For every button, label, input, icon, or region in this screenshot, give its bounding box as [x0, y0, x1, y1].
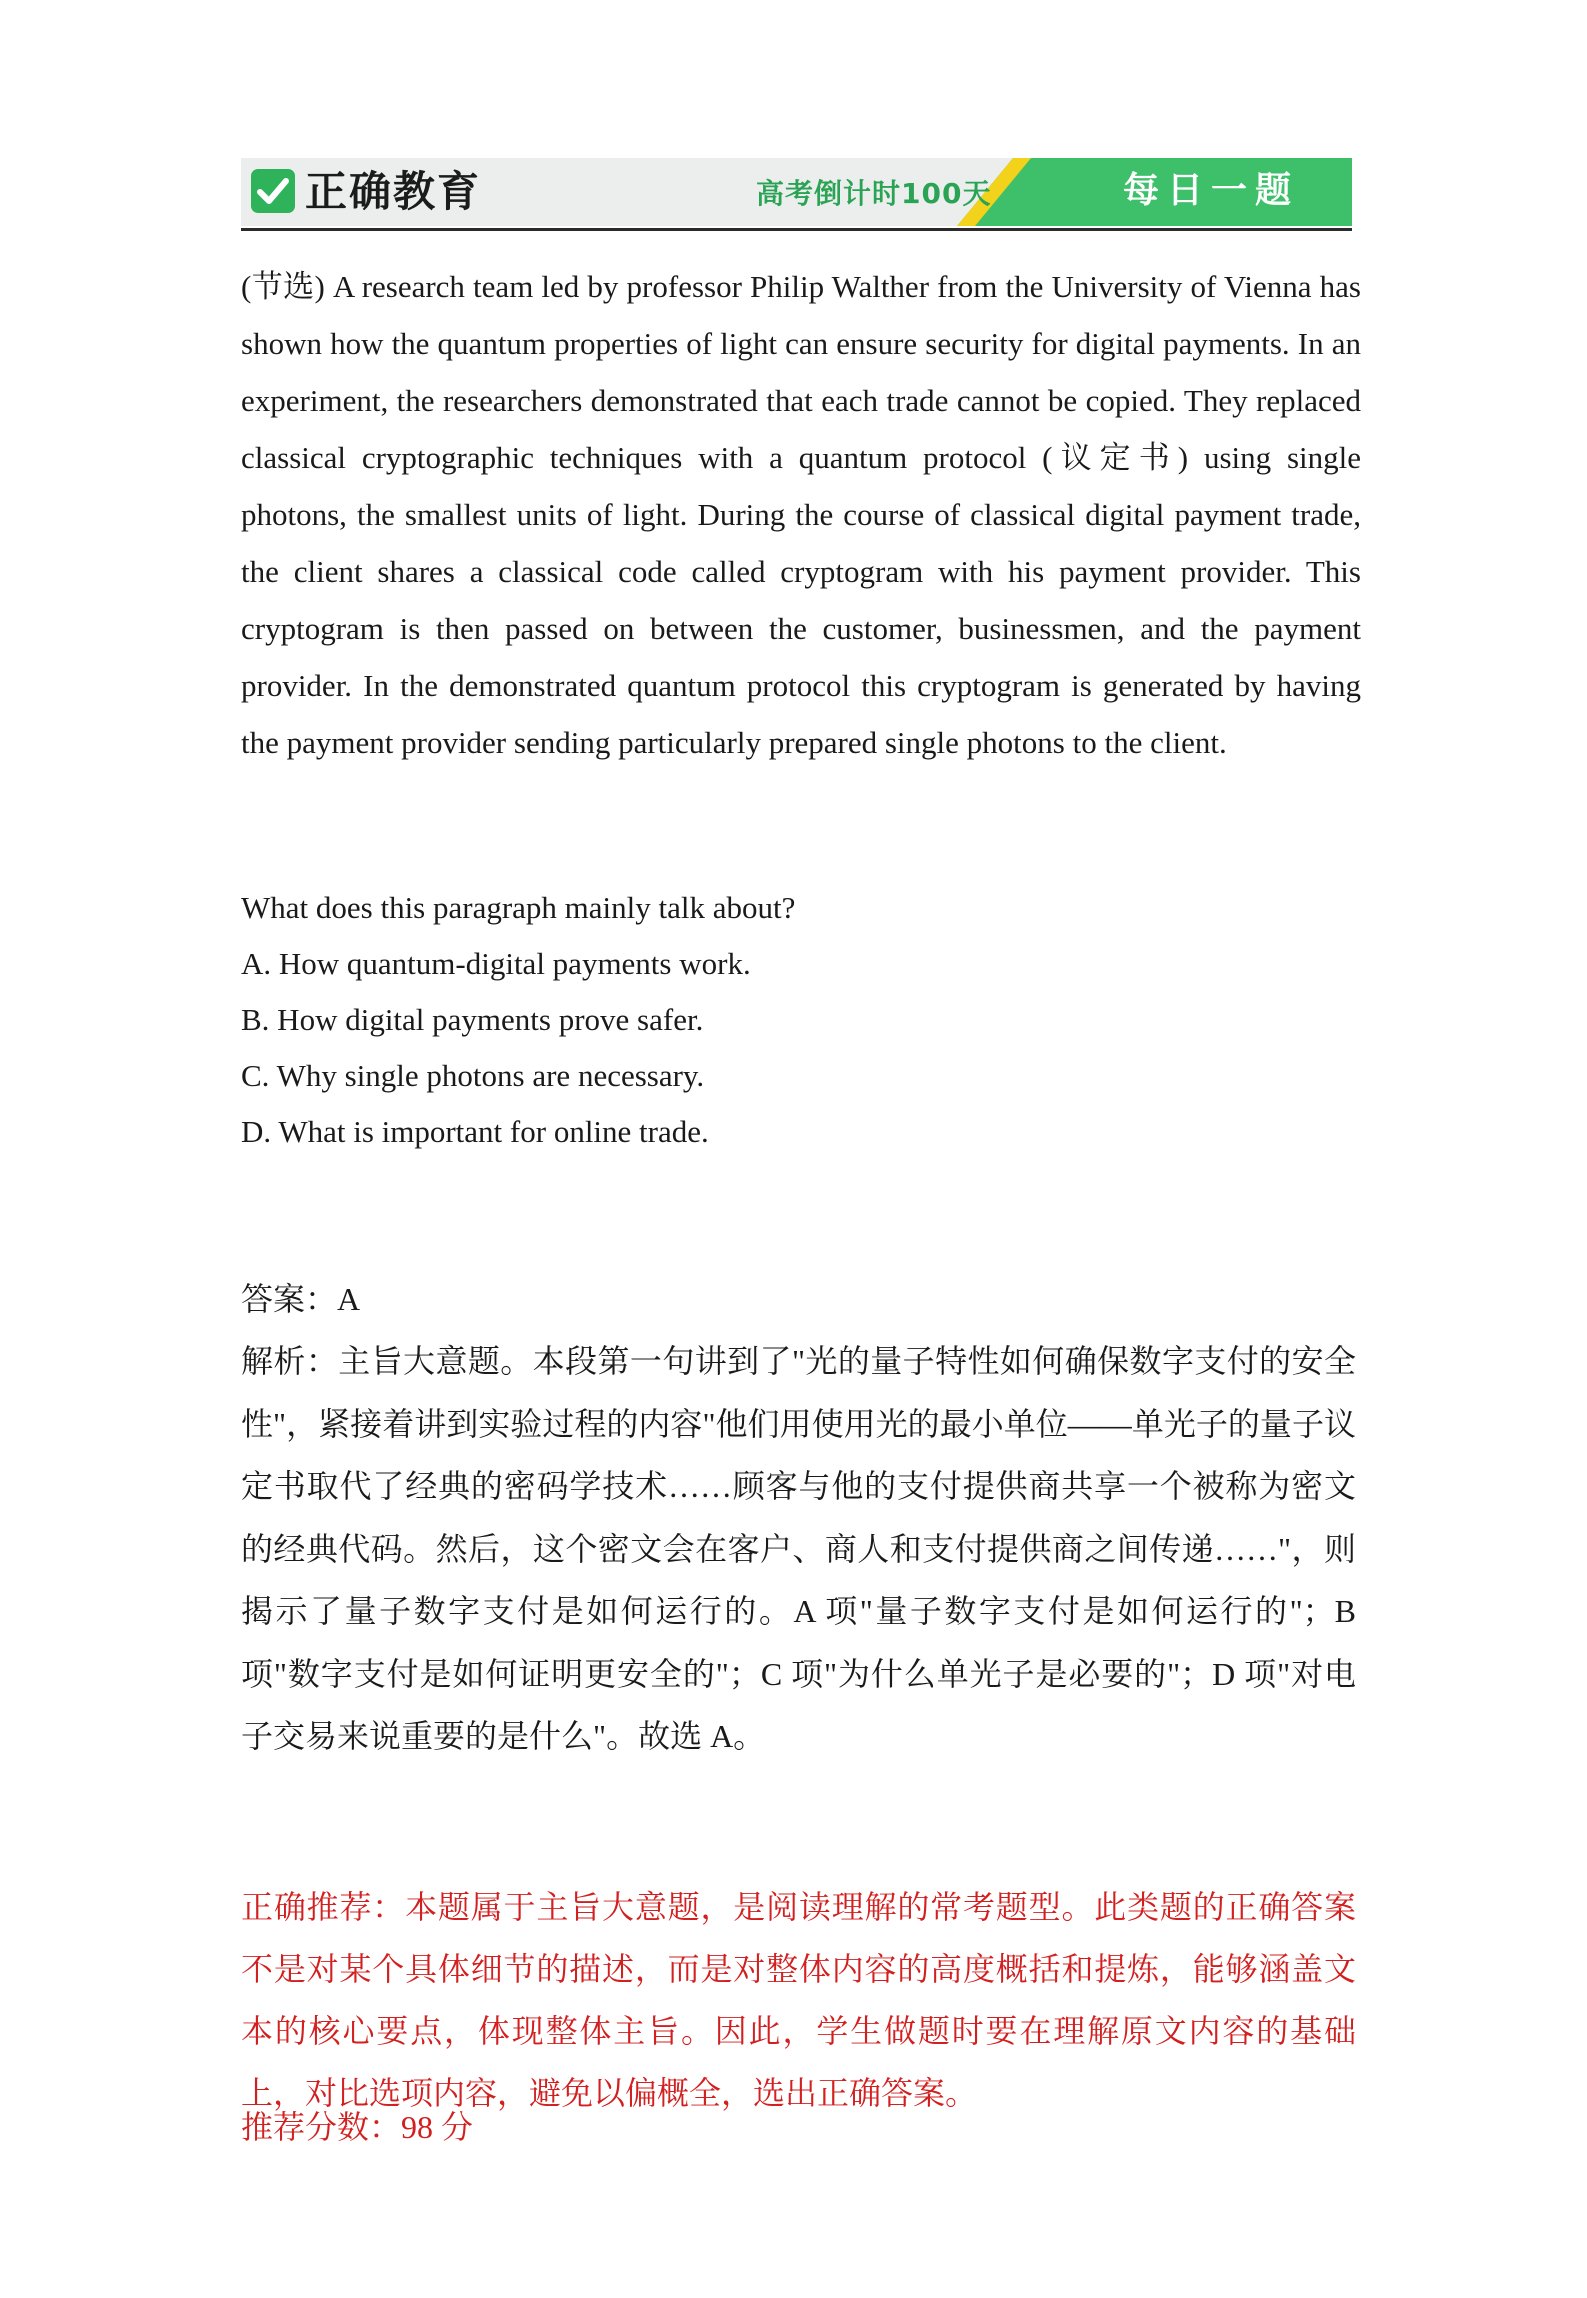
recommendation-block	[241, 1876, 1356, 2124]
daily-question-label: 每日一题	[1123, 170, 1300, 211]
option-a: A. How quantum-digital payments work.	[241, 946, 751, 981]
answer-line: 答案：A	[241, 1281, 361, 1317]
reading-passage: (节选) A research team led by professor Philip Walther from the University of Vienna has shown how the quantum properties of light can ensure security for digital payments. In an experiment, the researchers demonstrated that each trade cannot be copied. They replaced classical cryptographic techniques with a quantum protocol (议定书) using single photons, the smallest units of light. During the course of classical digital payment trade, the client shares a classical code called cryptogram with his payment provider. This cryptogram is then passed on between the customer, businessmen, and the payment provider. In the demonstrated quantum protocol this cryptogram is generated by having the payment provider sending particularly prepared single photons to the client.	[241, 269, 1361, 760]
brand-name: 正确教育	[305, 167, 482, 216]
analysis-text: 解析：主旨大意题。本段第一句讲到了"光的量子特性如何确保数字支付的安全性"，紧接着讲到实验过程的内容"他们用使用光的最小单位——单光子的量子议定书取代了经典的密码学技术……顾客与他的支付提供商共享一个被称为密文的经典代码。然后，这个密文会在客户、商人和支付提供商之间传递……"，则揭示了量子数字支付是如何运行的。A 项"量子数字支付是如何运行的"；B 项"数字支付是如何证明更安全的"；C 项"为什么单光子是必要的"；D 项"对电子交易来说重要的是什么"。故选 A。	[241, 1343, 1356, 1754]
header-banner	[241, 158, 1352, 226]
question-block	[241, 880, 1351, 1160]
recommendation-text: 正确推荐：本题属于主旨大意题，是阅读理解的常考题型。此类题的正确答案不是对某个具体细节的描述，而是对整体内容的高度概括和提炼，能够涵盖文本的核心要点，体现整体主旨。因此，学生做题时要在理解原文内容的基础上，对比选项内容，避免以偏概全，选出正确答案。	[241, 1889, 1356, 2111]
header-divider	[241, 228, 1352, 231]
countdown-label: 高考倒计时100天	[756, 177, 992, 210]
question-prompt: What does this paragraph mainly talk about?	[241, 890, 796, 925]
checkmark-icon	[251, 169, 295, 213]
option-c: C. Why single photons are necessary.	[241, 1058, 705, 1093]
option-d: D. What is important for online trade.	[241, 1114, 709, 1149]
answer-block	[241, 1268, 1356, 1768]
recommend-score: 推荐分数：98 分	[241, 2109, 474, 2145]
option-b: B. How digital payments prove safer.	[241, 1002, 704, 1037]
